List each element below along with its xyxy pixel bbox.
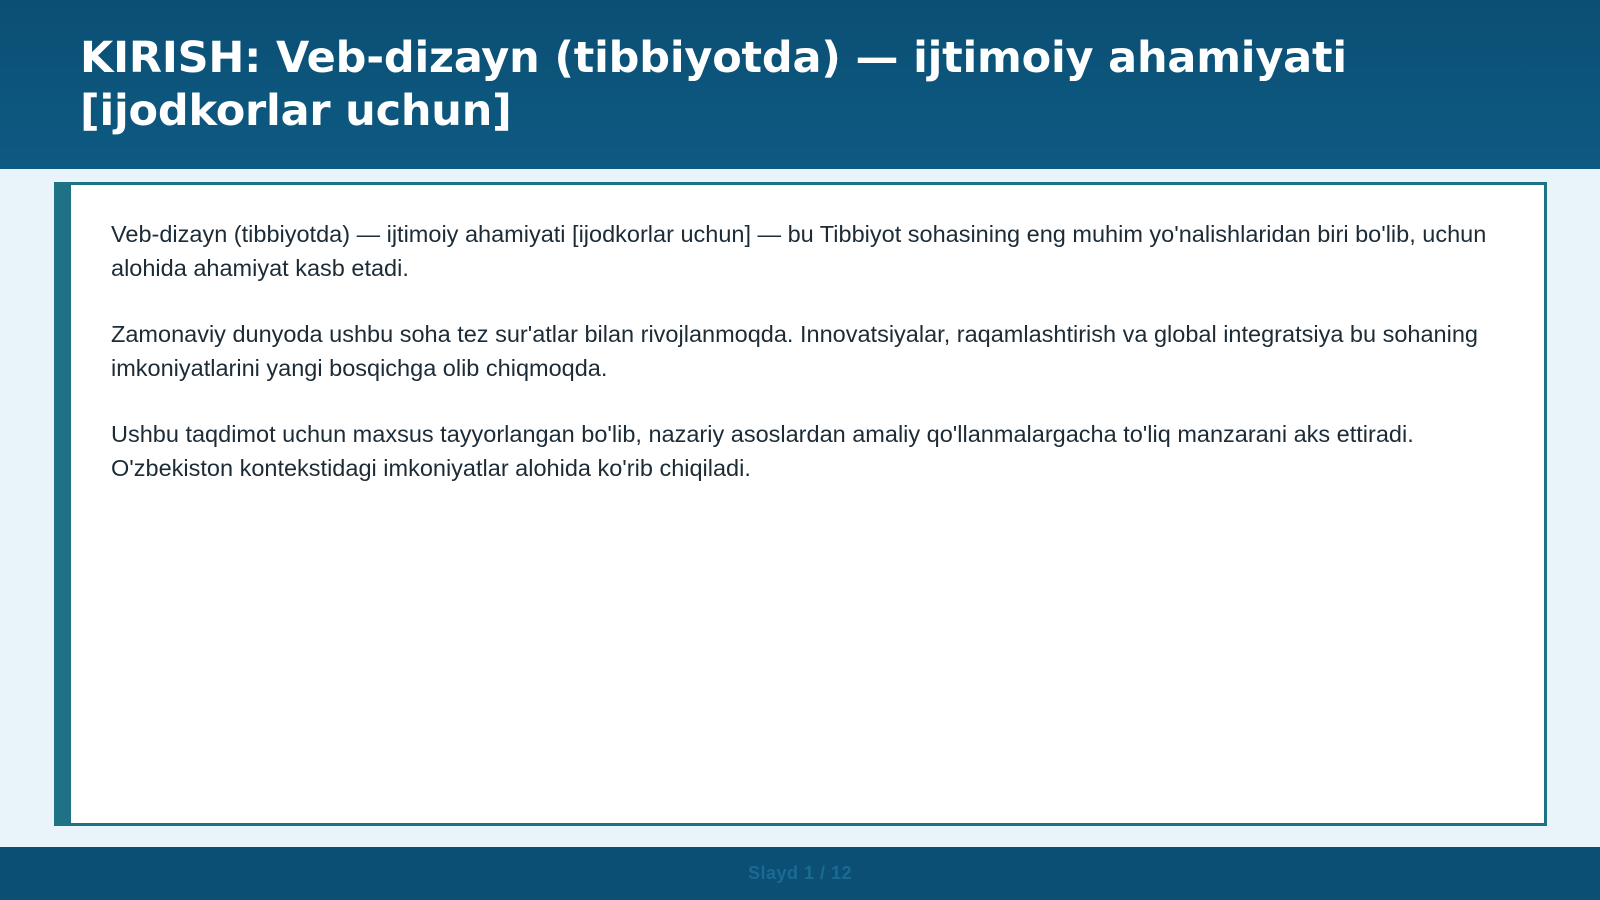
slide-counter: Slayd 1 / 12 [747,863,853,883]
paragraph-intro: Veb-dizayn (tibbiyotda) — ijtimoiy ahamiyati [ijodkorlar uchun] — bu Tibbiyot sohasining eng muhim yo'nalishlaridan biri bo'lib, uchun alohida ahamiyat kasb etadi. [111,221,1487,281]
paragraph-presentation-scope: Ushbu taqdimot uchun maxsus tayyorlangan bo'lib, nazariy asoslardan amaliy qo'llanmalargacha to'liq manzarani aks ettiradi. O'zbekiston kontekstidagi imkoniyatlar alohida ko'rib chiqiladi. [111,421,1414,481]
content-card [54,182,1547,826]
slide-header [0,0,1600,169]
slide-title: KIRISH: Veb-dizayn (tibbiyotda) — ijtimoiy ahamiyati [ijodkorlar uchun] [80,33,1347,136]
slide-footer [0,847,1600,900]
paragraph-modern-world: Zamonaviy dunyoda ushbu soha tez sur'atlar bilan rivojlanmoqda. Innovatsiyalar, raqamlashtirish va global integratsiya bu sohaning imkoniyatlarini yangi bosqichga olib chiqmoqda. [111,321,1478,381]
